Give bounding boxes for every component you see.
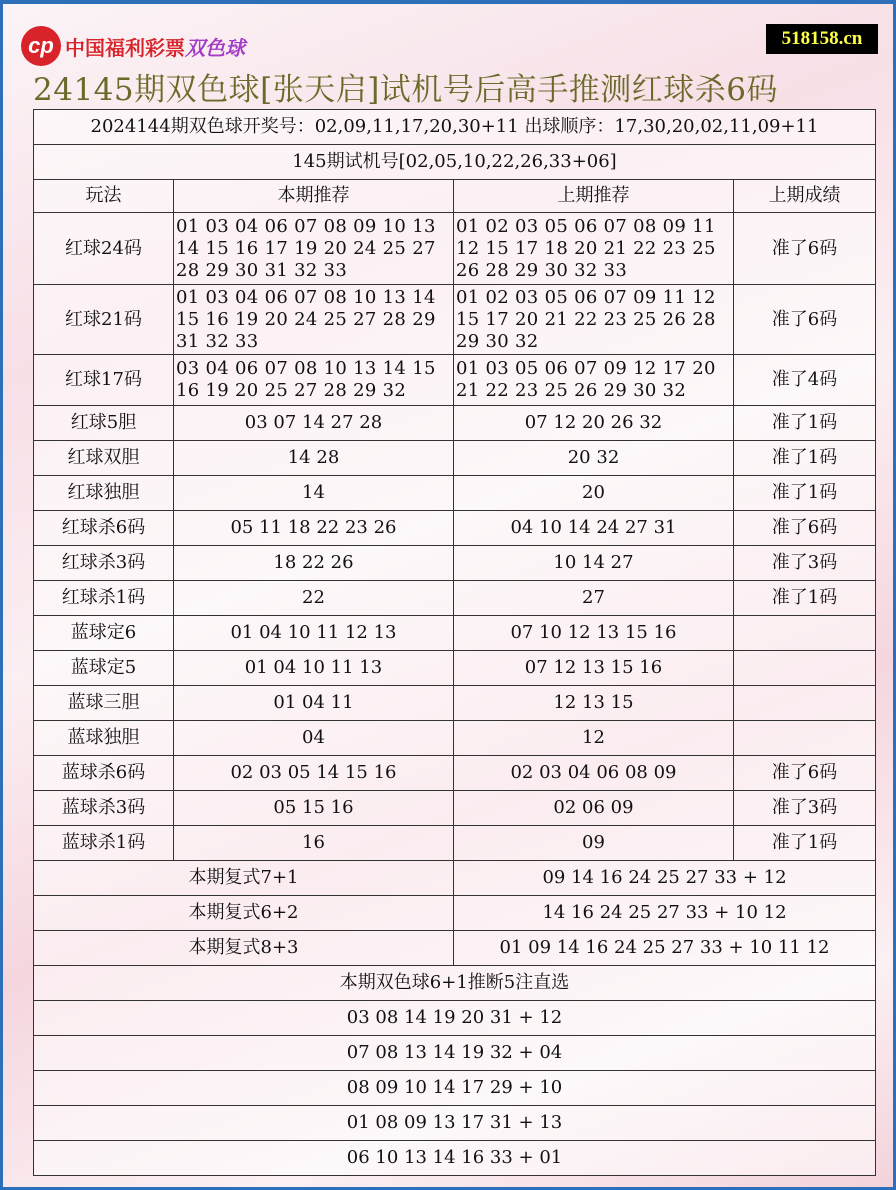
previous-pick: 12: [454, 721, 734, 756]
previous-result: [734, 616, 876, 651]
current-pick: 05 15 16: [174, 791, 454, 826]
table-row: [34, 1001, 876, 1036]
play-type: 蓝球定6: [34, 616, 174, 651]
table-row: [34, 826, 876, 861]
current-pick: 03 04 06 07 08 10 13 14 15 16 19 20 25 27 28 29 32: [174, 355, 454, 406]
table-row: [34, 355, 876, 406]
table-row: [34, 896, 876, 931]
table-row: [34, 651, 876, 686]
current-pick: 04: [174, 721, 454, 756]
play-type: 红球17码: [34, 355, 174, 406]
play-type: 红球21码: [34, 285, 174, 355]
table-row: [34, 1071, 876, 1106]
table-row: [34, 861, 876, 896]
previous-pick: 07 10 12 13 15 16: [454, 616, 734, 651]
play-type: 红球独胆: [34, 476, 174, 511]
draw-info: 2024144期双色球开奖号：02,09,11,17,20,30+11 出球顺序：17,30,20,02,11,09+11: [34, 110, 876, 145]
table-row: [34, 511, 876, 546]
previous-pick: 02 06 09: [454, 791, 734, 826]
previous-result: 准了1码: [734, 476, 876, 511]
compound-numbers: 01 09 14 16 24 25 27 33 + 10 11 12: [454, 931, 876, 966]
current-pick: 22: [174, 581, 454, 616]
previous-pick: 07 12 13 15 16: [454, 651, 734, 686]
current-pick: 14: [174, 476, 454, 511]
previous-pick: 01 02 03 05 06 07 08 09 11 12 15 17 18 20 21 22 23 25 26 28 29 30 32 33: [454, 213, 734, 285]
previous-result: 准了6码: [734, 511, 876, 546]
compound-numbers: 14 16 24 25 27 33 + 10 12: [454, 896, 876, 931]
previous-result: 准了1码: [734, 826, 876, 861]
table-row: [34, 686, 876, 721]
column-header: 上期成绩: [734, 180, 876, 213]
table-row: [34, 476, 876, 511]
current-pick: 16: [174, 826, 454, 861]
table-row: [34, 931, 876, 966]
previous-pick: 12 13 15: [454, 686, 734, 721]
previous-pick: 01 03 05 06 07 09 12 17 20 21 22 23 25 26 29 30 32: [454, 355, 734, 406]
play-type: 红球杀3码: [34, 546, 174, 581]
direct-title: 本期双色球6+1推断5注直选: [34, 966, 876, 1001]
previous-result: 准了1码: [734, 581, 876, 616]
trial-numbers: 145期试机号[02,05,10,22,26,33+06]: [34, 145, 876, 180]
previous-pick: 04 10 14 24 27 31: [454, 511, 734, 546]
play-type: 红球双胆: [34, 441, 174, 476]
previous-pick: 02 03 04 06 08 09: [454, 756, 734, 791]
direct-pick: 07 08 13 14 19 32 + 04: [34, 1036, 876, 1071]
previous-result: 准了1码: [734, 406, 876, 441]
table-row: [34, 791, 876, 826]
column-header: 上期推荐: [454, 180, 734, 213]
page-title: 24145期双色球[张天启]试机号后高手推测红球杀6码: [33, 72, 779, 108]
previous-result: [734, 651, 876, 686]
previous-result: [734, 686, 876, 721]
play-type: 蓝球三胆: [34, 686, 174, 721]
table-row: [34, 966, 876, 1001]
previous-pick: 27: [454, 581, 734, 616]
previous-result: 准了4码: [734, 355, 876, 406]
play-type: 蓝球定5: [34, 651, 174, 686]
previous-pick: 20: [454, 476, 734, 511]
previous-pick: 20 32: [454, 441, 734, 476]
logo-ssq: 双色球: [185, 35, 245, 60]
previous-result: 准了6码: [734, 285, 876, 355]
current-pick: 01 03 04 06 07 08 10 13 14 15 16 19 20 24 25 27 28 29 31 32 33: [174, 285, 454, 355]
table-row: [34, 145, 876, 180]
previous-result: [734, 721, 876, 756]
previous-result: 准了1码: [734, 441, 876, 476]
table-row: [34, 213, 876, 285]
compound-label: 本期复式7+1: [34, 861, 454, 896]
play-type: 蓝球独胆: [34, 721, 174, 756]
table-row: [34, 110, 876, 145]
previous-pick: 01 02 03 05 06 07 09 11 12 15 17 20 21 22 23 25 26 28 29 30 32: [454, 285, 734, 355]
current-pick: 03 07 14 27 28: [174, 406, 454, 441]
table-row: [34, 285, 876, 355]
play-type: 红球杀1码: [34, 581, 174, 616]
column-header: 本期推荐: [174, 180, 454, 213]
compound-numbers: 09 14 16 24 25 27 33 + 12: [454, 861, 876, 896]
direct-pick: 06 10 13 14 16 33 + 01: [34, 1141, 876, 1176]
table-row: [34, 1141, 876, 1176]
play-type: 红球杀6码: [34, 511, 174, 546]
table-row: [34, 1106, 876, 1141]
play-type: 红球24码: [34, 213, 174, 285]
previous-result: 准了6码: [734, 213, 876, 285]
current-pick: 01 04 10 11 13: [174, 651, 454, 686]
table-row: [34, 180, 876, 213]
previous-pick: 10 14 27: [454, 546, 734, 581]
previous-result: 准了3码: [734, 546, 876, 581]
site-badge[interactable]: 518158.cn: [766, 24, 878, 54]
direct-pick: 08 09 10 14 17 29 + 10: [34, 1071, 876, 1106]
compound-label: 本期复式6+2: [34, 896, 454, 931]
table-row: [34, 546, 876, 581]
logo-text: 中国福利彩票: [65, 35, 185, 60]
previous-pick: 09: [454, 826, 734, 861]
previous-result: 准了3码: [734, 791, 876, 826]
table-row: [34, 756, 876, 791]
play-type: 蓝球杀1码: [34, 826, 174, 861]
current-pick: 14 28: [174, 441, 454, 476]
previous-pick: 07 12 20 26 32: [454, 406, 734, 441]
table-row: [34, 1036, 876, 1071]
prediction-table: [33, 109, 876, 1176]
table-row: [34, 721, 876, 756]
play-type: 蓝球杀3码: [34, 791, 174, 826]
current-pick: 01 03 04 06 07 08 09 10 13 14 15 16 17 19 20 24 25 27 28 29 30 31 32 33: [174, 213, 454, 285]
direct-pick: 01 08 09 13 17 31 + 13: [34, 1106, 876, 1141]
current-pick: 05 11 18 22 23 26: [174, 511, 454, 546]
compound-label: 本期复式8+3: [34, 931, 454, 966]
lottery-logo: [21, 26, 245, 66]
current-pick: 01 04 11: [174, 686, 454, 721]
welfare-lottery-icon: cp: [21, 26, 61, 66]
table-row: [34, 441, 876, 476]
current-pick: 18 22 26: [174, 546, 454, 581]
table-row: [34, 406, 876, 441]
column-header: 玩法: [34, 180, 174, 213]
play-type: 蓝球杀6码: [34, 756, 174, 791]
current-pick: 02 03 05 14 15 16: [174, 756, 454, 791]
table-row: [34, 581, 876, 616]
table-row: [34, 616, 876, 651]
direct-pick: 03 08 14 19 20 31 + 12: [34, 1001, 876, 1036]
current-pick: 01 04 10 11 12 13: [174, 616, 454, 651]
previous-result: 准了6码: [734, 756, 876, 791]
play-type: 红球5胆: [34, 406, 174, 441]
